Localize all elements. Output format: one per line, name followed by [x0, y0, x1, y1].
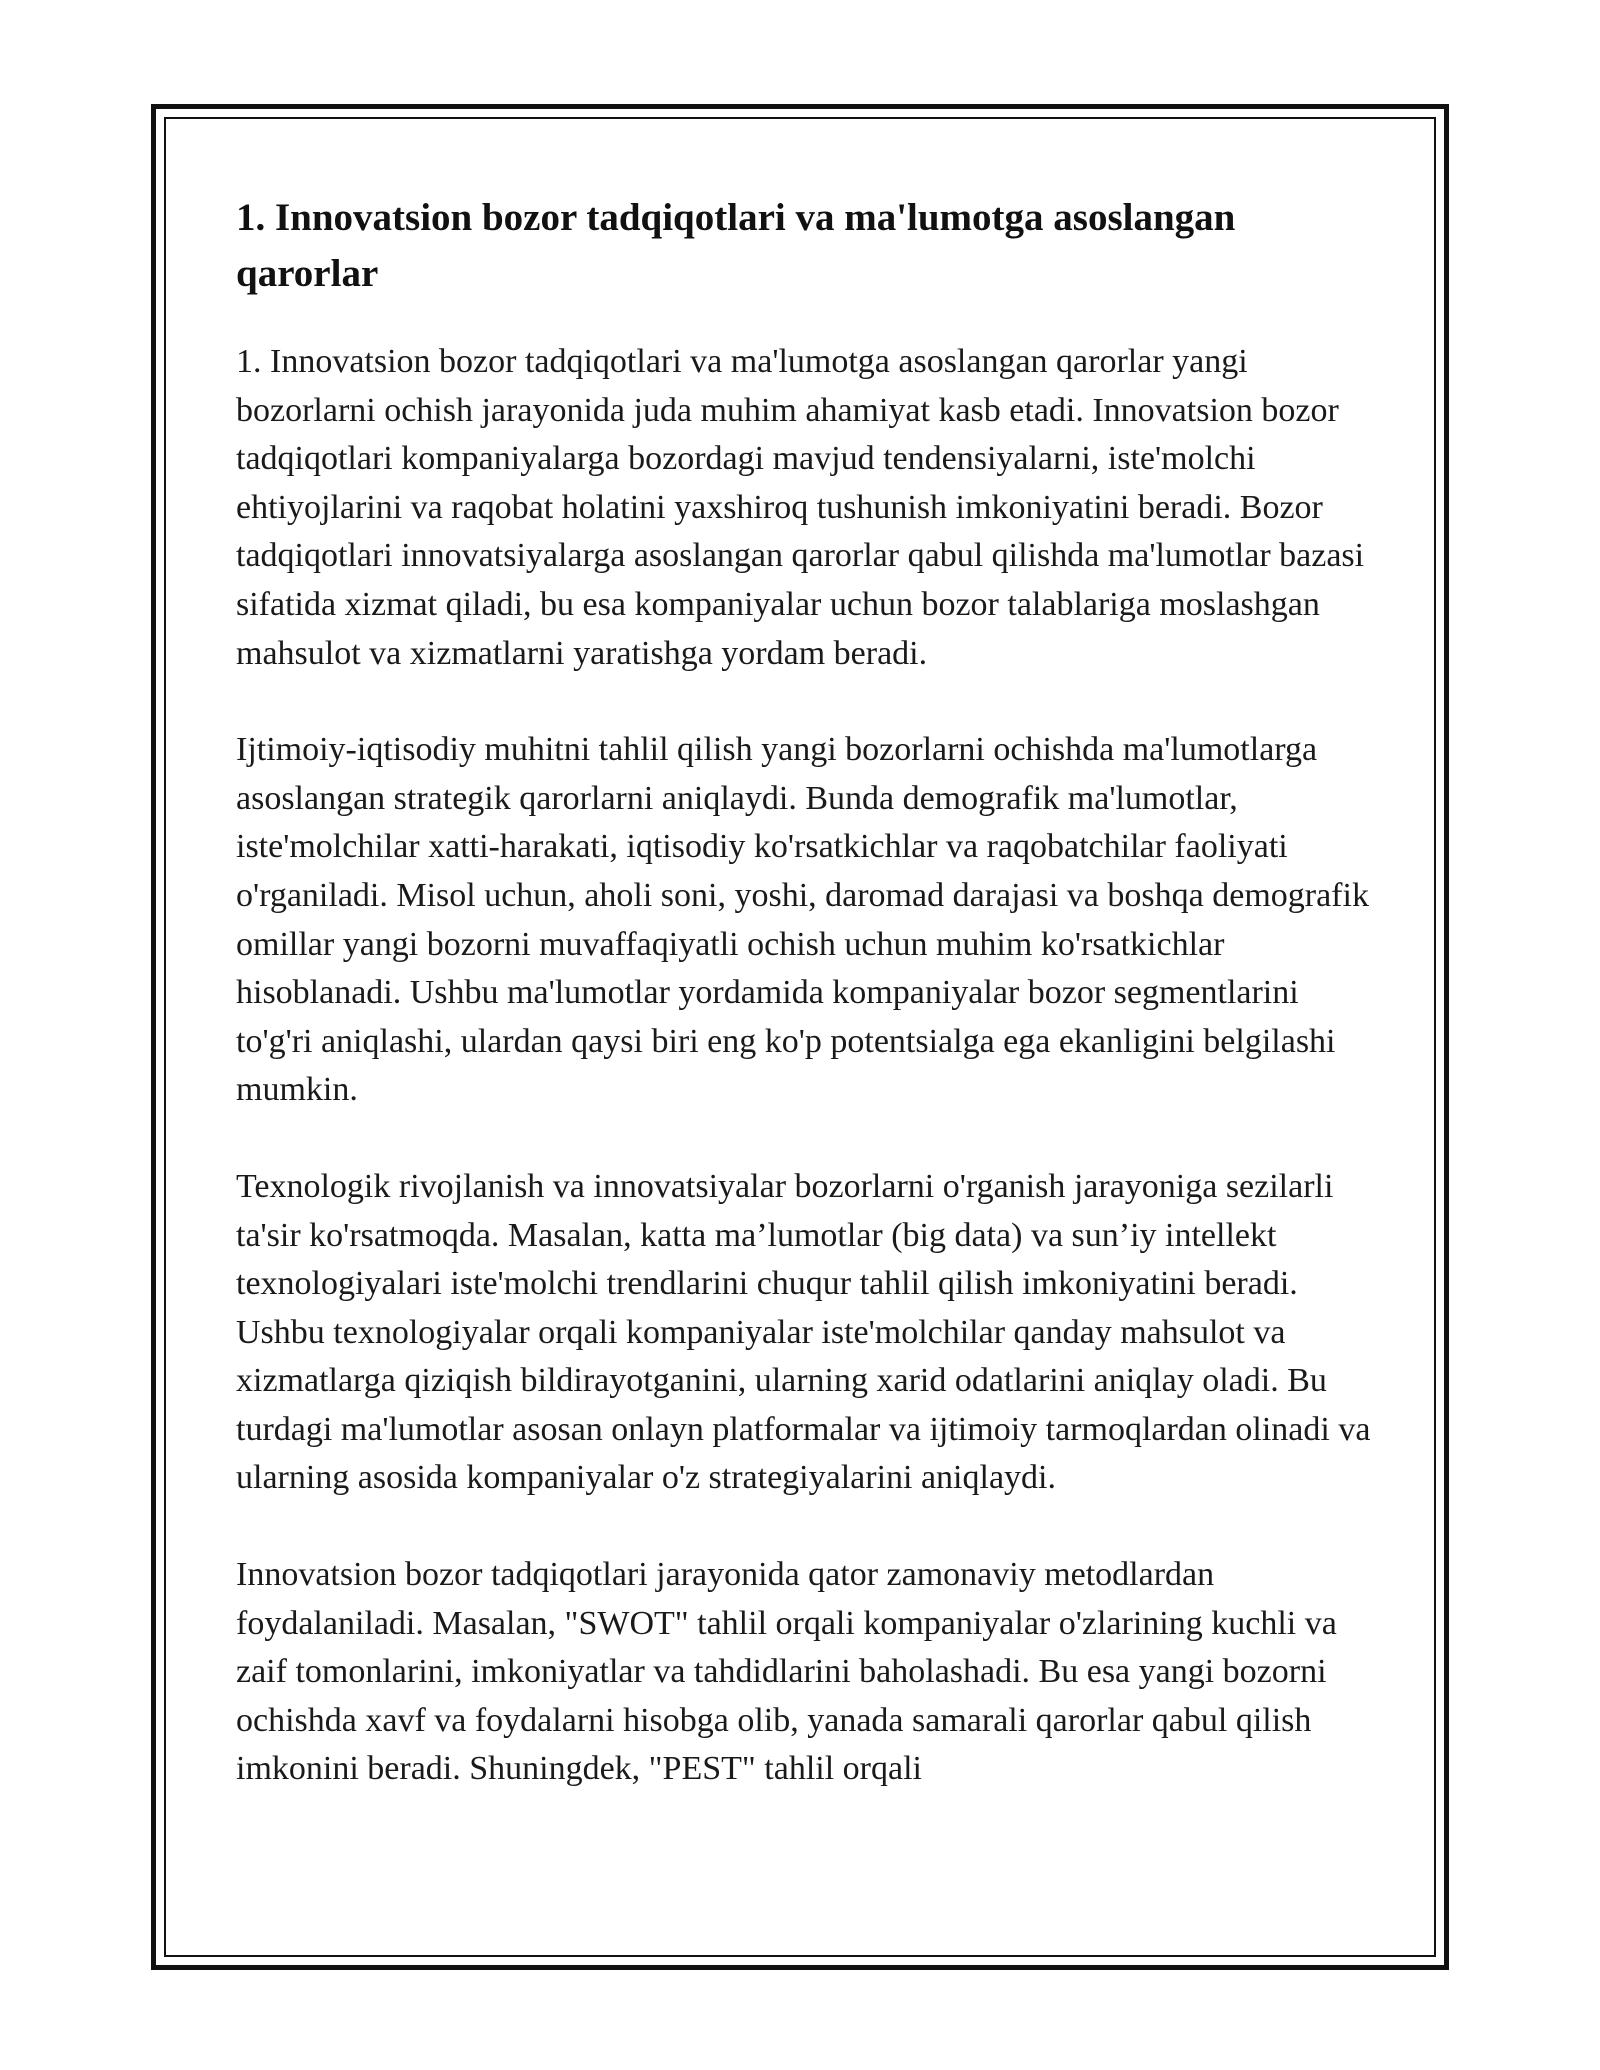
paragraph-4: Innovatsion bozor tadqiqotlari jarayonida qator zamonaviy metodlardan foydalaniladi. Masalan, "SWOT" tahlil orqali kompaniyalar o'zlarining kuchli va zaif tomonlarini, imkoniyatlar va tahdidlarini baholashadi. Bu esa yangi bozorni ochishda xavf va foydalarni hisobga olib, yanada samarali qarorlar qabul qilish imkonini beradi. Shuningdek, "PEST" tahlil orqali	[236, 1556, 1337, 1788]
paragraph-1: 1. Innovatsion bozor tadqiqotlari va ma'lumotga asoslangan qarorlar yangi bozorlarni ochish jarayonida juda muhim ahamiyat kasb etadi. Innovatsion bozor tadqiqotlari kompaniyalarga bozordagi mavjud tendensiyalarni, iste'molchi ehtiyojlarini va raqobat holatini yaxshiroq tushunish imkoniyatini beradi. Bozor tadqiqotlari innovatsiyalarga asoslangan qarorlar qabul qilishda ma'lumotlar bazasi sifatida xizmat qiladi, bu esa kompaniyalar uchun bozor talablariga moslashgan mahsulot va xizmatlarni yaratishga yordam beradi.	[236, 343, 1365, 672]
paragraph-2: Ijtimoiy-iqtisodiy muhitni tahlil qilish yangi bozorlarni ochishda ma'lumotlarga asoslangan strategik qarorlarni aniqlaydi. Bunda demografik ma'lumotlar, iste'molchilar xatti-harakati, iqtisodiy ko'rsatkichlar va raqobatchilar faoliyati o'rganiladi. Misol uchun, aholi soni, yoshi, daromad darajasi va boshqa demografik omillar yangi bozorni muvaffaqiyatli ochish uchun muhim ko'rsatkichlar hisoblanadi. Ushbu ma'lumotlar yordamida kompaniyalar bozor segmentlarini to'g'ri aniqlashi, ulardan qaysi biri eng ko'p potentsialga ega ekanligini belgilashi mumkin.	[236, 731, 1369, 1109]
document-body	[236, 190, 1376, 1842]
section-heading: 1. Innovatsion bozor tadqiqotlari va ma'lumotga asoslangan qarorlar	[236, 196, 1236, 295]
paragraph-3: Texnologik rivojlanish va innovatsiyalar bozorlarni o'rganish jarayoniga sezilarli ta'sir ko'rsatmoqda. Masalan, katta ma’lumotlar (big data) va sun’iy intellekt texnologiyalari iste'molchi trendlarini chuqur tahlil qilish imkoniyatini beradi. Ushbu texnologiyalar orqali kompaniyalar iste'molchilar qanday mahsulot va xizmatlarga qiziqish bildirayotganini, ularning xarid odatlarini aniqlay oladi. Bu turdagi ma'lumotlar asosan onlayn platformalar va ijtimoiy tarmoqlardan olinadi va ularning asosida kompaniyalar o'z strategiyalarini aniqlaydi.	[236, 1167, 1371, 1497]
